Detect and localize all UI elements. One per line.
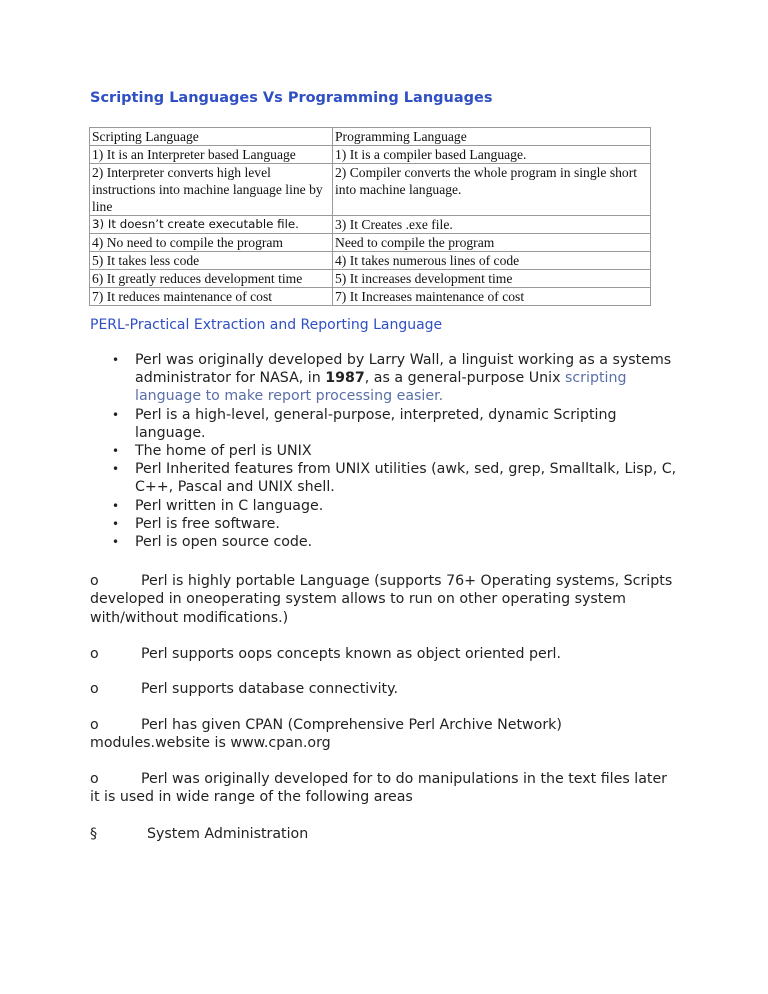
paragraph-cpan bbox=[90, 716, 680, 753]
list-item-text: Perl written in C language. bbox=[135, 497, 324, 514]
paragraph-text: Perl supports oops concepts known as object oriented perl. bbox=[141, 646, 561, 662]
table-header-cell: Programming Language bbox=[333, 128, 651, 146]
table-cell: 1) It is an Interpreter based Language bbox=[90, 146, 333, 164]
bullet-icon: • bbox=[112, 462, 120, 477]
table-cell: 2) Interpreter converts high level instructions into machine language line by line bbox=[90, 164, 333, 216]
list-item-text: Perl was originally developed by Larry Wall, a linguist working as a systems administrator for NASA, in bbox=[135, 352, 672, 387]
table-row bbox=[90, 216, 651, 234]
list-item bbox=[90, 533, 690, 551]
paragraph-text: System Administration bbox=[147, 826, 309, 842]
perl-bullet-list bbox=[90, 351, 690, 551]
table-cell: 1) It is a compiler based Language. bbox=[333, 146, 651, 164]
bullet-icon: • bbox=[112, 407, 120, 422]
bullet-icon: • bbox=[112, 498, 120, 513]
table-cell: 6) It greatly reduces development time bbox=[90, 270, 333, 288]
paragraph-system-admin bbox=[90, 825, 680, 843]
table-cell: 2) Compiler converts the whole program in single short into machine language. bbox=[333, 164, 651, 216]
comparison-table bbox=[89, 127, 651, 306]
bullet-icon: • bbox=[112, 353, 120, 367]
table-cell: 5) It takes less code bbox=[90, 252, 333, 270]
paragraph-text: Perl is highly portable Language (supports 76+ Operating systems, Scripts developed in oneoperating system allows to run on other operating system with/without modifications.) bbox=[90, 573, 673, 626]
list-item-text: Perl is open source code. bbox=[135, 534, 313, 551]
bullet-icon: • bbox=[112, 516, 120, 531]
table-cell: 3) It doesn’t create executable file. bbox=[90, 216, 333, 234]
paragraph-text: Perl supports database connectivity. bbox=[141, 681, 399, 697]
perl-heading: PERL-Practical Extraction and Reporting Language bbox=[90, 317, 443, 333]
list-item bbox=[90, 442, 690, 460]
table-row bbox=[90, 270, 651, 288]
list-item-text-faded: scripting language to make report processing easier. bbox=[135, 370, 627, 405]
table-row bbox=[90, 234, 651, 252]
paragraph-oops bbox=[90, 645, 680, 663]
list-item bbox=[90, 497, 690, 515]
list-item bbox=[90, 406, 690, 442]
list-item-text: , as a general-purpose Unix bbox=[364, 370, 565, 387]
table-header-row bbox=[90, 128, 651, 146]
list-item bbox=[90, 515, 690, 533]
list-item-text: Perl is free software. bbox=[135, 515, 280, 532]
list-item bbox=[90, 460, 690, 496]
table-cell: 3) It Creates .exe file. bbox=[333, 216, 651, 234]
page-title: Scripting Languages Vs Programming Languages bbox=[90, 90, 493, 106]
table-cell: 7) It reduces maintenance of cost bbox=[90, 288, 333, 306]
section-marker: § bbox=[90, 826, 98, 842]
paragraph-text: Perl was originally developed for to do manipulations in the text files later it is used in wide range of the following areas bbox=[90, 771, 668, 806]
paragraph-marker: o bbox=[90, 771, 99, 787]
paragraph-marker: o bbox=[90, 717, 99, 733]
paragraph-marker: o bbox=[90, 681, 99, 697]
table-cell: 5) It increases development time bbox=[333, 270, 651, 288]
paragraph-marker: o bbox=[90, 573, 99, 589]
paragraph-marker: o bbox=[90, 646, 99, 662]
table-row bbox=[90, 252, 651, 270]
paragraph-manipulations bbox=[90, 770, 680, 807]
table-cell: 4) No need to compile the program bbox=[90, 234, 333, 252]
bullet-icon: • bbox=[112, 444, 120, 459]
list-item-text: Perl Inherited features from UNIX utilities (awk, sed, grep, Smalltalk, Lisp, C, C++, Pascal and UNIX shell. bbox=[135, 461, 677, 496]
table-row bbox=[90, 164, 651, 216]
list-item bbox=[90, 351, 690, 406]
paragraph-database bbox=[90, 680, 680, 698]
table-row bbox=[90, 146, 651, 164]
table-cell: 4) It takes numerous lines of code bbox=[333, 252, 651, 270]
table-cell: 7) It Increases maintenance of cost bbox=[333, 288, 651, 306]
paragraph-portable bbox=[90, 572, 680, 627]
list-item-text: The home of perl is UNIX bbox=[135, 443, 312, 460]
list-item-text: Perl is a high-level, general-purpose, interpreted, dynamic Scripting language. bbox=[135, 406, 617, 441]
table-row bbox=[90, 288, 651, 306]
bullet-icon: • bbox=[112, 535, 120, 550]
table-header-cell: Scripting Language bbox=[90, 128, 333, 146]
list-item-year: 1987 bbox=[325, 370, 365, 387]
paragraph-text: Perl has given CPAN (Comprehensive Perl Archive Network) modules.website is www.cpan.org bbox=[90, 717, 562, 752]
table-cell: Need to compile the program bbox=[333, 234, 651, 252]
